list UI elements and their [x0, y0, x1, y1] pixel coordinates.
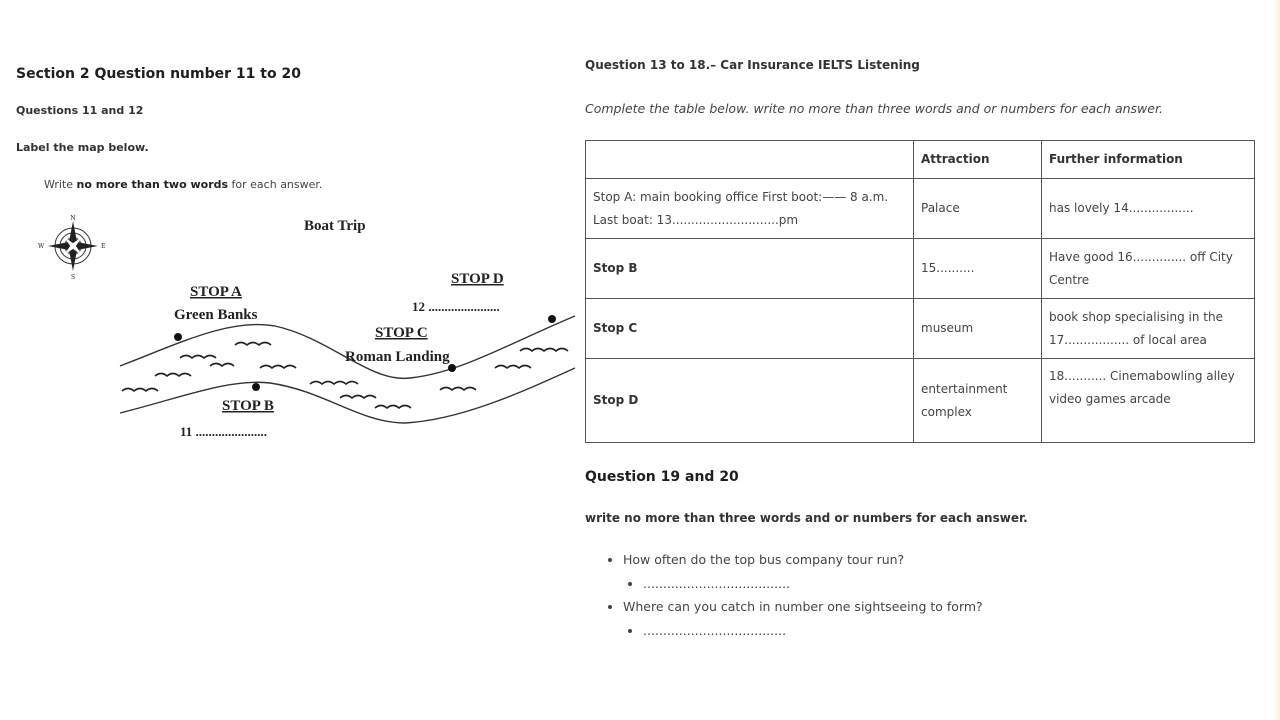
attractions-table	[585, 140, 1255, 443]
label-instruction: Label the map below.	[16, 141, 149, 154]
question-list	[585, 548, 1263, 642]
cell-stop: Stop C	[586, 299, 914, 359]
stop-c-marker	[448, 364, 456, 372]
header-attraction: Attraction	[914, 141, 1042, 179]
cell-attraction: 15..........	[914, 239, 1042, 299]
cell-attraction: museum	[914, 299, 1042, 359]
green-banks-label: Green Banks	[174, 307, 258, 323]
write-prefix: Write	[44, 178, 77, 191]
cell-stop: Stop A: main booking office First boot:—— 8 a.m. Last boat: 13............................pm	[586, 179, 914, 239]
cell-info: 18........... Cinemabowling alley video games arcade	[1042, 359, 1255, 443]
answer-blank: • .....................................	[643, 572, 1263, 596]
boat-trip-map	[30, 208, 580, 448]
blank-12: 12 ......................	[412, 299, 500, 314]
table-row	[586, 179, 1255, 239]
list-item	[623, 595, 1263, 642]
cell-stop: Stop B	[586, 239, 914, 299]
right-title: Question 13 to 18.– Car Insurance IELTS Listening	[585, 58, 920, 72]
cell-info: book shop specialising in the 17................. of local area	[1042, 299, 1255, 359]
cell-attraction: Palace	[914, 179, 1042, 239]
compass-w: W	[38, 243, 45, 250]
stop-d-label: STOP D	[451, 271, 504, 287]
question-text: Where can you catch in number one sightseeing to form?	[623, 599, 983, 614]
cell-info: Have good 16.............. off City Centre	[1042, 239, 1255, 299]
questions-heading: Questions 11 and 12	[16, 104, 144, 117]
compass-n: N	[70, 215, 76, 222]
compass-s: S	[70, 274, 76, 281]
cell-stop: Stop D	[586, 359, 914, 443]
table-row	[586, 239, 1255, 299]
answer-blank: • ....................................	[643, 619, 1263, 643]
compass-e: E	[101, 243, 106, 250]
header-further-info: Further information	[1042, 141, 1255, 179]
stop-a-label: STOP A	[190, 284, 242, 300]
question-text: How often do the top bus company tour run?	[623, 552, 905, 567]
section-title: Section 2 Question number 11 to 20	[16, 66, 301, 82]
compass-rose-icon	[38, 215, 105, 281]
roman-landing-label: Roman Landing	[345, 349, 450, 365]
word-limit-instruction	[44, 178, 322, 191]
write-suffix: for each answer.	[228, 178, 323, 191]
map-title: Boat Trip	[304, 218, 366, 234]
header-blank	[586, 141, 914, 179]
table-header-row	[586, 141, 1255, 179]
stop-b-label: STOP B	[222, 398, 274, 414]
list-item	[623, 548, 1263, 595]
page-edge-shade	[1273, 0, 1280, 720]
stop-b-marker	[252, 383, 260, 391]
river-north-bank	[120, 316, 575, 378]
q19-instruction: write no more than three words and or numbers for each answer.	[585, 511, 1028, 525]
blank-11: 11 ......................	[180, 424, 268, 439]
table-row	[586, 359, 1255, 443]
stop-d-marker	[548, 315, 556, 323]
stop-c-label: STOP C	[375, 325, 428, 341]
stop-a-marker	[174, 333, 182, 341]
table-row	[586, 299, 1255, 359]
q19-title: Question 19 and 20	[585, 469, 739, 485]
cell-info: has lovely 14.................	[1042, 179, 1255, 239]
write-limit: no more than two words	[76, 178, 229, 191]
cell-attraction: entertainment complex	[914, 359, 1042, 443]
table-instruction: Complete the table below. write no more than three words and or numbers for each answer.	[585, 101, 1163, 116]
